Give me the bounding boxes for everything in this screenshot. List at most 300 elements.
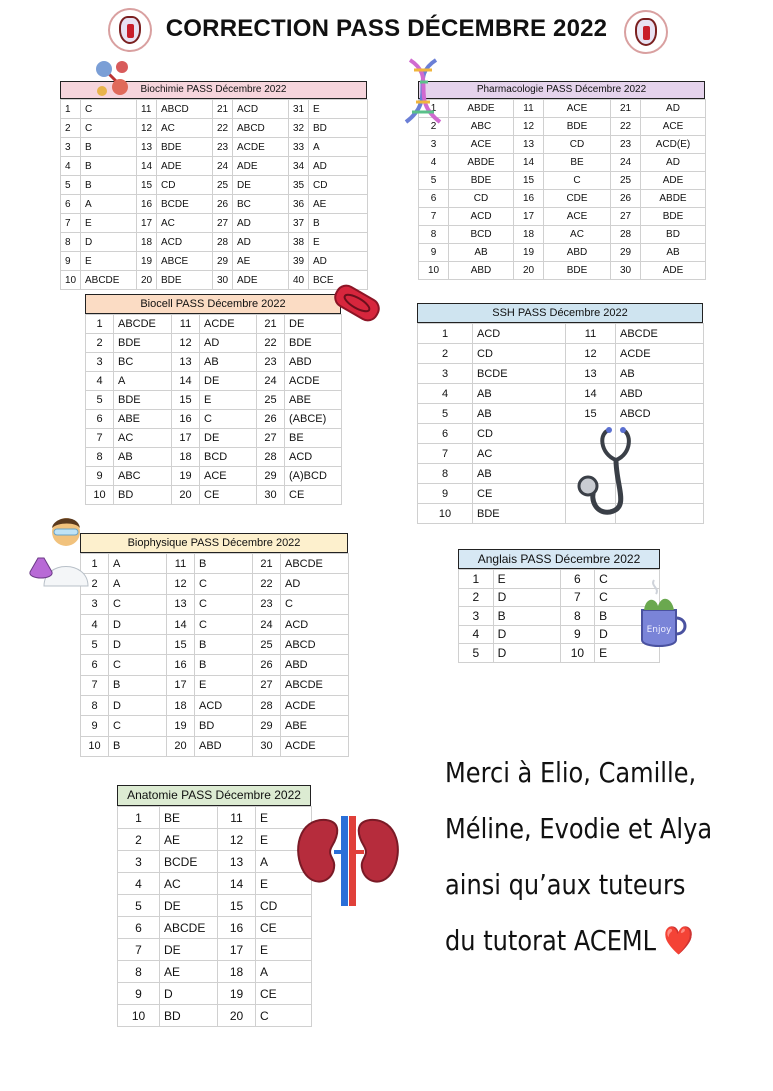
question-number: 24 — [611, 154, 641, 172]
answer-cell: ABCDE — [281, 675, 349, 695]
pharmacologie-row — [419, 208, 706, 226]
biocell-title: Biocell PASS Décembre 2022 — [85, 294, 341, 314]
thanks-message — [445, 745, 720, 969]
pharmacologie-row — [419, 154, 706, 172]
anatomie-row — [118, 939, 312, 961]
question-number: 40 — [289, 271, 309, 290]
answer-cell: E — [256, 939, 312, 961]
question-number: 12 — [566, 344, 616, 364]
question-number: 26 — [257, 410, 285, 429]
question-number: 7 — [419, 208, 449, 226]
answer-cell: A — [114, 372, 172, 391]
answer-cell: ABCDE — [616, 324, 704, 344]
biochimie-row — [61, 271, 368, 290]
answer-cell: ABCD — [281, 635, 349, 655]
answer-cell: AE — [160, 829, 218, 851]
question-number: 20 — [218, 1005, 256, 1027]
question-number: 23 — [257, 353, 285, 372]
stethoscope-icon — [570, 426, 650, 518]
question-number: 3 — [418, 364, 473, 384]
answer-cell: D — [109, 696, 167, 716]
pharmacologie-row — [419, 262, 706, 280]
question-number: 2 — [459, 588, 494, 607]
thanks-line-4-text: du tutorat ACEML — [445, 924, 657, 957]
answer-cell: B — [81, 138, 137, 157]
answer-cell: C — [544, 172, 611, 190]
answer-cell: C — [256, 1005, 312, 1027]
answer-cell: ADE — [641, 172, 706, 190]
question-number: 26 — [611, 190, 641, 208]
question-number: 28 — [257, 448, 285, 467]
thanks-line-2: Méline, Evodie et Alya — [445, 812, 713, 845]
anglais-row — [459, 588, 660, 607]
biocell-table — [85, 294, 341, 505]
answer-cell: ACD — [233, 100, 289, 119]
question-number: 21 — [253, 554, 281, 574]
question-number: 29 — [213, 252, 233, 271]
biophysique-row — [81, 675, 349, 695]
question-number: 26 — [213, 195, 233, 214]
biochimie-row — [61, 195, 368, 214]
question-number: 11 — [172, 315, 200, 334]
answer-cell: E — [81, 214, 137, 233]
answer-cell: D — [81, 233, 137, 252]
biophysique-row — [81, 696, 349, 716]
question-number: 4 — [61, 157, 81, 176]
answer-cell: D — [109, 614, 167, 634]
question-number: 2 — [419, 118, 449, 136]
answer-cell: B — [595, 607, 660, 626]
answer-cell: B — [309, 214, 368, 233]
question-number: 15 — [167, 635, 195, 655]
question-number: 6 — [560, 570, 595, 589]
answer-cell: AD — [641, 100, 706, 118]
question-number: 25 — [213, 176, 233, 195]
answer-cell: DE — [200, 372, 257, 391]
question-number: 14 — [514, 154, 544, 172]
question-number: 18 — [137, 233, 157, 252]
pharmacologie-row — [419, 172, 706, 190]
answer-cell: AB — [473, 464, 566, 484]
answer-cell: BCDE — [157, 195, 213, 214]
answer-cell: AB — [449, 244, 514, 262]
biochimie-grid — [60, 99, 368, 290]
biophysique-row — [81, 594, 349, 614]
answer-cell: ACE — [544, 100, 611, 118]
answer-cell: ABE — [114, 410, 172, 429]
answer-cell: BC — [233, 195, 289, 214]
question-number: 1 — [418, 324, 473, 344]
anatomie-row — [118, 983, 312, 1005]
ssh-row — [418, 484, 704, 504]
question-number: 38 — [289, 233, 309, 252]
answer-cell: D — [493, 644, 560, 663]
ssh-title: SSH PASS Décembre 2022 — [417, 303, 703, 323]
answer-cell: C — [195, 574, 253, 594]
question-number: 4 — [86, 372, 114, 391]
question-number: 18 — [172, 448, 200, 467]
answer-cell: DE — [233, 176, 289, 195]
answer-cell: D — [493, 625, 560, 644]
answer-cell: BDE — [157, 271, 213, 290]
answer-cell: E — [195, 675, 253, 695]
question-number: 8 — [419, 226, 449, 244]
pharmacologie-row — [419, 136, 706, 154]
biochimie-title: Biochimie PASS Décembre 2022 — [60, 81, 367, 99]
question-number: 17 — [167, 675, 195, 695]
biophysique-row — [81, 554, 349, 574]
question-number: 13 — [514, 136, 544, 154]
question-number: 12 — [167, 574, 195, 594]
question-number: 16 — [218, 917, 256, 939]
question-number: 19 — [137, 252, 157, 271]
answer-cell: AE — [309, 195, 368, 214]
answer-cell: BCDE — [160, 851, 218, 873]
question-number: 32 — [289, 119, 309, 138]
question-number: 6 — [118, 917, 160, 939]
question-number: 7 — [560, 588, 595, 607]
answer-cell: ABC — [114, 467, 172, 486]
question-number: 13 — [566, 364, 616, 384]
answer-cell: B — [493, 607, 560, 626]
answer-cell: A — [109, 574, 167, 594]
question-number: 28 — [213, 233, 233, 252]
answer-cell: AC — [544, 226, 611, 244]
answer-cell: ACE — [641, 118, 706, 136]
biocell-row — [86, 391, 342, 410]
question-number: 10 — [81, 736, 109, 756]
biophysique-row — [81, 655, 349, 675]
answer-cell: C — [595, 588, 660, 607]
question-number: 3 — [86, 353, 114, 372]
question-number: 1 — [459, 570, 494, 589]
answer-cell: CD — [544, 136, 611, 154]
answer-cell: CD — [449, 190, 514, 208]
answer-cell: ABD — [544, 244, 611, 262]
question-number: 29 — [253, 716, 281, 736]
biocell-grid — [85, 314, 342, 505]
answer-cell: E — [81, 252, 137, 271]
question-number: 13 — [172, 353, 200, 372]
biochimie-row — [61, 252, 368, 271]
answer-cell: CD — [309, 176, 368, 195]
thanks-line-3: ainsi qu’aux tuteurs — [445, 868, 686, 901]
question-number: 4 — [81, 614, 109, 634]
question-number: 2 — [81, 574, 109, 594]
biophysique-title: Biophysique PASS Décembre 2022 — [80, 533, 348, 553]
answer-cell: A — [256, 851, 312, 873]
anatomie-row — [118, 961, 312, 983]
question-number: 6 — [81, 655, 109, 675]
answer-cell: AC — [157, 214, 213, 233]
biocell-row — [86, 353, 342, 372]
ssh-row — [418, 464, 704, 484]
biocell-row — [86, 486, 342, 505]
anatomie-row — [118, 895, 312, 917]
answer-cell: E — [256, 873, 312, 895]
question-number: 16 — [514, 190, 544, 208]
answer-cell: BDE — [641, 208, 706, 226]
ssh-row — [418, 424, 704, 444]
anatomie-grid — [117, 806, 312, 1027]
question-number: 14 — [167, 614, 195, 634]
answer-cell: ADE — [641, 262, 706, 280]
ssh-grid — [417, 323, 704, 524]
answer-cell: ABD — [195, 736, 253, 756]
question-number: 19 — [172, 467, 200, 486]
biocell-row — [86, 410, 342, 429]
answer-cell: ACD — [285, 448, 342, 467]
question-number: 29 — [257, 467, 285, 486]
question-number: 13 — [218, 851, 256, 873]
answer-cell: ABD — [449, 262, 514, 280]
answer-cell: E — [200, 391, 257, 410]
answer-cell: ABD — [285, 353, 342, 372]
answer-cell: ACE — [200, 467, 257, 486]
answer-cell: C — [109, 716, 167, 736]
answer-cell: BE — [544, 154, 611, 172]
ssh-table — [417, 303, 703, 524]
anglais-grid — [458, 569, 660, 663]
answer-cell: B — [109, 675, 167, 695]
answer-cell: DE — [160, 895, 218, 917]
answer-cell: B — [81, 176, 137, 195]
answer-cell: AC — [160, 873, 218, 895]
question-number: 27 — [213, 214, 233, 233]
answer-cell: ABCD — [157, 100, 213, 119]
question-number: 16 — [167, 655, 195, 675]
thanks-line-1: Merci à Elio, Camille, — [445, 756, 697, 789]
anglais-row — [459, 607, 660, 626]
question-number: 36 — [289, 195, 309, 214]
answer-cell: DE — [200, 429, 257, 448]
answer-cell: CD — [157, 176, 213, 195]
anatomie-title: Anatomie PASS Décembre 2022 — [117, 785, 311, 806]
dna-icon — [398, 58, 448, 124]
answer-cell: E — [493, 570, 560, 589]
answer-cell: ACE — [449, 136, 514, 154]
question-number: 18 — [514, 226, 544, 244]
answer-cell: CD — [256, 895, 312, 917]
question-number: 10 — [419, 262, 449, 280]
answer-cell: ACDE — [285, 372, 342, 391]
answer-cell: C — [81, 119, 137, 138]
answer-cell: A — [109, 554, 167, 574]
left-logo-icon — [108, 8, 152, 52]
anglais-row — [459, 625, 660, 644]
question-number: 3 — [419, 136, 449, 154]
answer-cell: E — [309, 100, 368, 119]
answer-cell: AD — [309, 252, 368, 271]
question-number: 6 — [86, 410, 114, 429]
question-number: 11 — [566, 324, 616, 344]
ssh-row — [418, 444, 704, 464]
answer-cell: E — [309, 233, 368, 252]
anatomie-table — [117, 785, 311, 1027]
question-number: 9 — [86, 467, 114, 486]
ssh-row — [418, 364, 704, 384]
question-number: 19 — [218, 983, 256, 1005]
question-number: 34 — [289, 157, 309, 176]
answer-cell: AB — [616, 364, 704, 384]
question-number: 10 — [61, 271, 81, 290]
answer-cell: A — [81, 195, 137, 214]
question-number: 9 — [560, 625, 595, 644]
question-number: 6 — [61, 195, 81, 214]
answer-cell: BD — [195, 716, 253, 736]
answer-cell: E — [256, 829, 312, 851]
answer-cell: BDE — [114, 334, 172, 353]
answer-cell: ABCD — [233, 119, 289, 138]
question-number: 1 — [419, 100, 449, 118]
answer-cell: B — [195, 635, 253, 655]
question-number: 13 — [137, 138, 157, 157]
answer-cell: AC — [157, 119, 213, 138]
answer-cell: CE — [200, 486, 257, 505]
question-number: 15 — [137, 176, 157, 195]
question-number: 17 — [172, 429, 200, 448]
answer-cell: ADE — [233, 157, 289, 176]
question-number: 14 — [566, 384, 616, 404]
question-number: 10 — [560, 644, 595, 663]
biophysique-grid — [80, 553, 349, 757]
answer-cell: E — [256, 807, 312, 829]
question-number: 4 — [419, 154, 449, 172]
question-number: 35 — [289, 176, 309, 195]
answer-cell: D — [595, 625, 660, 644]
answer-cell: CD — [473, 424, 566, 444]
question-number: 20 — [167, 736, 195, 756]
ssh-row — [418, 504, 704, 524]
biocell-row — [86, 429, 342, 448]
answer-cell: ABE — [285, 391, 342, 410]
kidney-icon — [292, 812, 404, 908]
biocell-row — [86, 372, 342, 391]
answer-cell: ACDE — [281, 696, 349, 716]
answer-cell: AD — [200, 334, 257, 353]
question-number: 4 — [459, 625, 494, 644]
question-number: 5 — [81, 635, 109, 655]
question-number: 1 — [118, 807, 160, 829]
question-number: 21 — [213, 100, 233, 119]
pharmacologie-title: Pharmacologie PASS Décembre 2022 — [418, 81, 705, 99]
answer-cell: ACDE — [281, 736, 349, 756]
anglais-title: Anglais PASS Décembre 2022 — [458, 549, 660, 569]
biochimie-row — [61, 233, 368, 252]
question-number: 3 — [459, 607, 494, 626]
answer-cell: AB — [641, 244, 706, 262]
question-number: 37 — [289, 214, 309, 233]
answer-cell: CE — [256, 983, 312, 1005]
answer-cell: BD — [114, 486, 172, 505]
cell-icon — [328, 274, 386, 334]
answer-cell: ACDE — [200, 315, 257, 334]
question-number: 7 — [418, 444, 473, 464]
question-number: 11 — [137, 100, 157, 119]
question-number: 9 — [418, 484, 473, 504]
answer-cell: BCE — [309, 271, 368, 290]
answer-cell: ACD — [449, 208, 514, 226]
answer-cell: BE — [160, 807, 218, 829]
answer-cell: CE — [256, 917, 312, 939]
pharmacologie-row — [419, 190, 706, 208]
question-number: 7 — [86, 429, 114, 448]
question-number: 17 — [514, 208, 544, 226]
biophysique-row — [81, 574, 349, 594]
question-number: 25 — [253, 635, 281, 655]
question-number: 4 — [118, 873, 160, 895]
question-number: 9 — [81, 716, 109, 736]
question-number: 25 — [611, 172, 641, 190]
question-number: 1 — [61, 100, 81, 119]
answer-cell: ABDE — [449, 100, 514, 118]
answer-cell: BDE — [544, 118, 611, 136]
molecule-icon — [92, 55, 134, 105]
biochimie-row — [61, 176, 368, 195]
ssh-row — [418, 404, 704, 424]
anatomie-row — [118, 917, 312, 939]
answer-cell: C — [109, 655, 167, 675]
answer-cell: ABDE — [449, 154, 514, 172]
answer-cell: D — [109, 635, 167, 655]
question-number: 15 — [218, 895, 256, 917]
question-number: 27 — [253, 675, 281, 695]
question-number: 3 — [118, 851, 160, 873]
answer-cell: C — [281, 594, 349, 614]
answer-cell: E — [595, 644, 660, 663]
answer-cell: BDE — [157, 138, 213, 157]
question-number: 20 — [137, 271, 157, 290]
answer-cell: DE — [285, 315, 342, 334]
biochimie-row — [61, 138, 368, 157]
anglais-row — [459, 570, 660, 589]
question-number: 6 — [419, 190, 449, 208]
question-number: 19 — [167, 716, 195, 736]
answer-cell: AC — [114, 429, 172, 448]
answer-cell: ABD — [616, 384, 704, 404]
ssh-row — [418, 384, 704, 404]
answer-cell: D — [160, 983, 218, 1005]
question-number: 8 — [418, 464, 473, 484]
question-number: 11 — [218, 807, 256, 829]
question-number: 11 — [514, 100, 544, 118]
answer-cell: C — [200, 410, 257, 429]
question-number: 6 — [418, 424, 473, 444]
question-number: 27 — [611, 208, 641, 226]
question-number: 17 — [218, 939, 256, 961]
question-number: 4 — [418, 384, 473, 404]
question-number: 3 — [81, 594, 109, 614]
question-number: 9 — [419, 244, 449, 262]
answer-cell: ADE — [233, 271, 289, 290]
question-number: 12 — [172, 334, 200, 353]
answer-cell: ADE — [157, 157, 213, 176]
answer-cell: D — [493, 588, 560, 607]
answer-cell: B — [195, 554, 253, 574]
answer-cell: (ABCE) — [285, 410, 342, 429]
answer-cell: C — [595, 570, 660, 589]
question-number: 8 — [81, 696, 109, 716]
question-number: 1 — [86, 315, 114, 334]
question-number: 19 — [514, 244, 544, 262]
biocell-row — [86, 448, 342, 467]
question-number: 24 — [253, 614, 281, 634]
anatomie-row — [118, 829, 312, 851]
answer-cell: BCD — [200, 448, 257, 467]
question-number: 23 — [213, 138, 233, 157]
answer-cell: CD — [473, 344, 566, 364]
question-number: 14 — [218, 873, 256, 895]
